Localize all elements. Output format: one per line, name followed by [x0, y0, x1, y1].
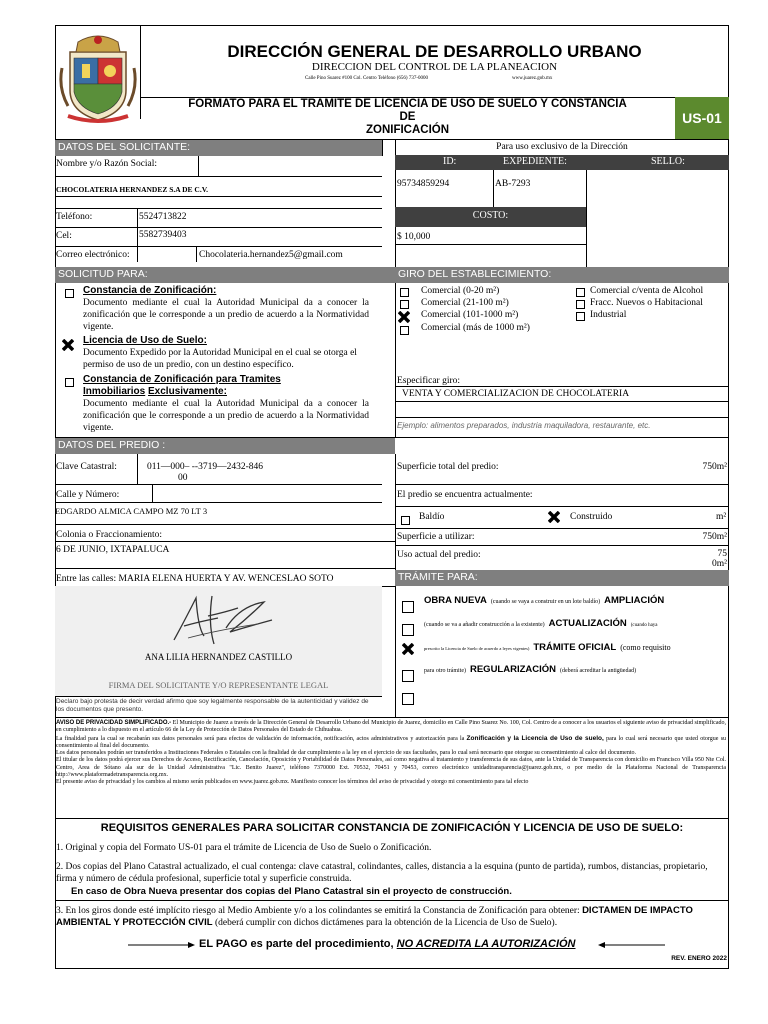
checkbox-giro-2[interactable] — [400, 300, 409, 309]
especificar-value[interactable]: VENTA Y COMERCIALIZACION DE CHOCOLATERIA — [402, 389, 630, 399]
form-code-badge: US-01 — [675, 97, 729, 139]
colonia-value[interactable]: 6 DE JUNIO, IXTAPALUCA — [56, 545, 170, 555]
costo-header: COSTO: — [395, 207, 586, 227]
requirement-3 — [56, 905, 724, 929]
clave-value-2[interactable]: 00 — [178, 473, 188, 483]
row-line — [55, 176, 382, 177]
option-constancia — [83, 285, 369, 333]
row-line — [55, 227, 382, 228]
option-licencia — [83, 335, 373, 371]
entre-label: Entre las calles: — [56, 574, 117, 584]
checkbox-giro-7[interactable] — [576, 312, 585, 321]
cell-divider — [493, 170, 494, 207]
obra-nueva-label: OBRA NUEVA — [424, 595, 487, 606]
option-licencia-text: Documento Expedido por la Autoridad Municipal en el cual se otorga el permiso de uso de un predio, con un destino específico. — [83, 348, 357, 370]
column-divider — [395, 586, 396, 717]
giro-option-5: Comercial c/venta de Alcohol — [590, 286, 704, 296]
requirement-2: 2. Dos copias del Plano Catastral actualizado, el cual contenga: clave catastral, colindantes, calles, distancia a la esquina (punto de partida), rumbos, distancias, propietario, firma y número de cédula profesional, superficie total y superficie construida. — [56, 862, 708, 884]
section-tramite: TRÁMITE PARA: — [395, 570, 729, 586]
giro-option-4: Comercial (más de 1000 m²) — [421, 323, 530, 333]
column-divider — [395, 139, 396, 437]
construido-label: Construido — [570, 512, 613, 522]
section-predio: DATOS DEL PREDIO : — [55, 438, 395, 454]
payment-notice-a: EL PAGO es parte del procedimiento, — [199, 938, 394, 950]
exclusive-caption: Para uso exclusivo de la Dirección — [496, 142, 628, 152]
privacy-p4: El titular de los datos podrá ejercer sus Derechos de Acceso, Rectificación, Cancelación, Oposición y Portabilidad de Datos Personales, así como negativa al tratamiento y transferencia de sus datos, ante la Unidad de Transparencia con domicilio en Francisco Villa 950 Nte Col. Centro, Area de Sótano ala sur de la Unidad Administrativa "Lic. Benito Juarez", teléfono 7370000 Ext. 70532, 70451 y 70453, correo electrónico unidadtransparencia@juarez.gob.mx, o por medio de la Plataforma Nacional de Transparencia http://www.plataformadetransparencia.org.mx. — [56, 757, 726, 779]
actualizacion-desc-2: prescrito la Licencia de Suelo de acuerdo a leyes vigentes) — [424, 646, 530, 651]
handwritten-signature — [168, 588, 278, 658]
privacy-p1: El Municipio de Juarez a través de la Dirección General de Desarrollo Urbano del Municipio de Juarez, domicilio en Calle Pino Suarez No. 100, Col. Centro de a conocer a los usuarios el siguiente aviso de privacidad simplificado, en cumplimiento a lo dispuesto en el artículo 66 de la Ley de Protección de Datos Personales del Estado de Chihuahua. — [56, 720, 726, 734]
cell-divider — [198, 156, 199, 176]
ampliacion-desc: (cuando se va a añadir construcción a la existente) — [424, 622, 545, 628]
cell-divider — [586, 170, 587, 268]
checkbox-inmobiliarios[interactable] — [65, 378, 74, 387]
requirement-3c: (deberá cumplir con dichos dictámenes para la obtención de la Licencia de Uso de Suelo). — [214, 918, 558, 928]
row-line — [395, 386, 729, 387]
uso-value-2[interactable]: 0m² — [712, 559, 727, 569]
ampliacion-label: AMPLIACIÓN — [604, 595, 665, 606]
checked-cross-icon[interactable] — [398, 311, 410, 323]
privacy-title: AVISO DE PRIVACIDAD SIMPLIFICADO.- — [56, 720, 172, 726]
name-label: Nombre y/o Razón Social: — [56, 159, 158, 169]
arrow-left-icon — [597, 941, 665, 949]
regularizacion-desc: (deberá acreditar la antigüedad) — [560, 668, 637, 674]
uso-value-1[interactable]: 75 — [717, 549, 727, 559]
calle-label: Calle y Número: — [56, 490, 120, 500]
privacy-p2b: Zonificación y la Licencia de Uso de suelo, — [466, 734, 604, 742]
privacy-p5: El presente aviso de privacidad y los cambios al mismo serán publicados en www.juarez.gob.mx. Manifiesto conocer los términos del aviso de privacidad y otorgo mi consentimiento para tal efecto — [56, 779, 529, 786]
row-line — [55, 484, 382, 485]
page-subtitle: DIRECCION DEL CONTROL DE LA PLANEACION — [311, 61, 558, 73]
expediente-label: EXPEDIENTE: — [503, 156, 567, 167]
phone-value[interactable]: 5524713822 — [139, 212, 187, 222]
tramite-row-3 — [424, 640, 724, 655]
column-divider — [395, 454, 396, 586]
checkbox-giro-1[interactable] — [400, 288, 409, 297]
clave-label: Clave Catastral: — [56, 462, 117, 472]
checked-cross-icon[interactable] — [548, 511, 560, 523]
exclusive-header — [395, 155, 729, 170]
row-line — [395, 417, 729, 418]
tramite-oficial-desc-2: para otro trámite) — [424, 668, 466, 674]
tramite-oficial-desc: (como requisito — [620, 643, 671, 652]
checkbox-obra-nueva[interactable] — [402, 601, 414, 613]
row-line — [55, 208, 382, 209]
uso-label: Uso actual del predio: — [397, 550, 481, 560]
expediente-value[interactable]: AB-7293 — [495, 179, 531, 189]
cel-value[interactable]: 5582739403 — [139, 230, 187, 240]
cel-label: Cel: — [56, 231, 72, 241]
cell-divider — [137, 208, 138, 262]
giro-option-3: Comercial (101-1000 m²) — [421, 310, 519, 320]
privacy-p3: Los datos personales podrán ser transferidos a Instituciones Federales o Estatales con la finalidad de dar cumplimiento a la ley en el ejercicio de sus facultades, para lo cual será necesario que otorgue su consentimiento al calce del documento. — [56, 750, 637, 757]
email-value[interactable]: Chocolateria.hernandez5@gmail.com — [199, 250, 343, 260]
bar-end — [382, 139, 383, 156]
row-line — [55, 502, 382, 503]
signature-label: FIRMA DEL SOLICITANTE Y/O REPRESENTANTE LEGAL — [108, 680, 329, 690]
row-line — [395, 401, 729, 402]
tramite-row-2 — [424, 616, 724, 632]
checkbox-giro-6[interactable] — [576, 300, 585, 309]
form-title-line3: ZONIFICACIÓN — [365, 124, 450, 136]
sup-utilizar-value[interactable]: 750m² — [702, 532, 727, 542]
tramite-row-4 — [424, 662, 724, 677]
arrow-right-icon — [128, 941, 196, 949]
colonia-label: Colonia o Fraccionamiento: — [56, 530, 163, 540]
cell-divider — [137, 454, 138, 484]
page-title: DIRECCIÓN GENERAL DE DESARROLLO URBANO — [227, 42, 642, 61]
option-inmobiliarios-title-c: Exclusivamente: — [148, 386, 227, 397]
requirement-2b: En caso de Obra Nueva presentar dos copias del Plano Catastral sin el proyecto de construcción. — [71, 886, 512, 897]
calle-value[interactable]: EDGARDO ALMICA CAMPO MZ 70 LT 3 — [55, 506, 208, 516]
checkbox-giro-4[interactable] — [400, 326, 409, 335]
option-licencia-title: Licencia de Uso de Suelo: — [83, 335, 207, 346]
sup-total-label: Superficie total del predio: — [397, 462, 499, 472]
checkbox-regularizacion[interactable] — [402, 693, 414, 705]
row-line — [55, 568, 395, 569]
row-line — [55, 524, 395, 525]
row-line — [395, 545, 729, 546]
actualizacion-label: ACTUALIZACIÓN — [548, 618, 627, 629]
giro-option-7: Industrial — [590, 310, 627, 320]
option-inmobiliarios-title: Constancia de Zonificación para Tramites — [83, 374, 281, 385]
row-line — [395, 484, 729, 485]
header-address: Calle Pino Suarez #100 Col. Centro Teléfono (656) 737-0000 — [305, 76, 429, 81]
giro-option-1: Comercial (0-20 m²) — [421, 286, 500, 296]
signer-name: ANA LILIA HERNANDEZ CASTILLO — [144, 652, 293, 662]
cell-divider — [152, 484, 153, 502]
protesta-text: Declaro bajo protesta de decir verdad afirmo que soy legalmente responsable de la autenticidad y validez de los documentos que presento. — [56, 698, 369, 713]
privacy-p2c: para lo cual será necesario que usted otorgue su consentimiento al final del documento. — [56, 735, 727, 749]
row-line — [55, 900, 729, 901]
checkbox-giro-5[interactable] — [576, 288, 585, 297]
sup-utilizar-label: Superficie a utilizar: — [397, 532, 475, 542]
tramite-oficial-label: TRÁMITE OFICIAL — [533, 642, 617, 653]
row-line — [55, 818, 729, 819]
row-line — [55, 541, 395, 542]
checkbox-oficial[interactable] — [402, 670, 414, 682]
option-inmobiliarios-text: Documento mediante el cual la Autoridad Municipal da a conocer la zonificación que le corresponde a un predio de acuerdo a la Normatividad vigente. — [83, 399, 369, 433]
payment-notice-b: NO ACREDITA LA AUTORIZACIÓN — [396, 938, 576, 950]
checked-cross-icon[interactable] — [402, 643, 414, 655]
option-inmobiliarios — [83, 374, 369, 434]
especificar-label: Especificar giro: — [397, 376, 461, 386]
requirements-title: REQUISITOS GENERALES PARA SOLICITAR CONSTANCIA DE ZONIFICACIÓN Y LICENCIA DE USO DE SUELO: — [100, 822, 684, 834]
checkbox-baldio[interactable] — [401, 516, 410, 525]
row-line — [395, 506, 729, 507]
cell-divider — [196, 246, 197, 262]
row-line — [55, 696, 382, 697]
option-constancia-text: Documento mediante el cual la Autoridad Municipal da a conocer la zonificación que le corresponde a un predio de acuerdo a la Normatividad vigente. — [83, 298, 369, 332]
m2-unit: m² — [716, 512, 727, 522]
checkbox-constancia[interactable] — [65, 289, 74, 298]
tramite-row-1 — [424, 593, 724, 608]
section-solicitud: SOLICITUD PARA: — [55, 267, 395, 283]
header-website: www.juarez.gob.mx — [512, 76, 553, 81]
costo-value[interactable]: $ 10,000 — [397, 232, 431, 242]
checkbox-ampliacion[interactable] — [402, 624, 414, 636]
sello-label: SELLO: — [651, 156, 685, 167]
regularizacion-label: REGULARIZACIÓN — [469, 664, 557, 675]
payment-notice — [199, 937, 576, 951]
sup-total-value[interactable]: 750m² — [702, 462, 727, 472]
estado-label: El predio se encuentra actualmente: — [397, 490, 533, 500]
giro-option-2: Comercial (21-100 m²) — [421, 298, 509, 308]
requirement-3a: 3. En los giros donde esté implícito riesgo al Medio Ambiente y/o a los colindantes se emitirá la Constancia de Zonificación para obtener: — [56, 906, 580, 916]
phone-label: Teléfono: — [56, 212, 93, 222]
clave-value[interactable]: 011—000– --3719—2432-846 — [147, 462, 264, 472]
actualizacion-desc: (cuando haya — [630, 623, 658, 628]
email-label: Correo electrónico: — [56, 250, 130, 260]
privacy-notice — [56, 720, 726, 787]
coat-of-arms-logo — [58, 28, 138, 124]
section-solicitante: DATOS DEL SOLICITANTE: — [55, 140, 382, 156]
option-constancia-title: Constancia de Zonificación: — [83, 285, 217, 296]
requirement-3b: DICTAMEN DE IMPACTO AMBIENTAL Y PROTECCIÓN CIVIL — [56, 905, 693, 928]
id-value[interactable]: 95734859294 — [397, 179, 450, 189]
row-line — [395, 244, 586, 245]
revision-label: REV. ENERO 2022 — [671, 955, 727, 962]
baldio-label: Baldío — [419, 512, 445, 522]
option-inmobiliarios-title-b: Inmobiliarios — [83, 386, 146, 397]
form-title-line2: DE — [399, 111, 416, 123]
row-line — [55, 717, 729, 718]
giro-option-6: Fracc. Nuevos o Habitacional — [590, 298, 703, 308]
form-title-line1: FORMATO PARA EL TRAMITE DE LICENCIA DE USO DE SUELO Y CONSTANCIA — [188, 98, 627, 110]
name-value[interactable]: CHOCOLATERIA HERNANDEZ S.A DE C.V. — [56, 185, 209, 194]
entre-row — [56, 573, 334, 585]
row-line — [395, 528, 729, 529]
row-line — [55, 196, 382, 197]
giro-example: Ejemplo: alimentos preparados, industria maquiladora, restaurante, etc. — [397, 421, 651, 430]
id-label: ID: — [443, 156, 457, 167]
obra-nueva-desc: (cuando se vaya a construir en un lote baldío) — [490, 599, 601, 605]
privacy-p2a: La finalidad para la cual se recabarán sus datos personales será para efectos de validación de información, notificación, actos administrativos y autorización para la — [56, 735, 465, 742]
row-line — [55, 246, 382, 247]
requirement-1: 1. Original y copia del Formato US-01 para el trámite de Licencia de Uso de Suelo o Zonificación. — [56, 843, 432, 853]
entre-value[interactable]: MARIA ELENA HUERTA Y AV. WENCESLAO SOTO — [118, 574, 334, 584]
section-giro: GIRO DEL ESTABLECIMIENTO: — [395, 267, 729, 283]
checked-cross-icon[interactable] — [62, 339, 74, 351]
